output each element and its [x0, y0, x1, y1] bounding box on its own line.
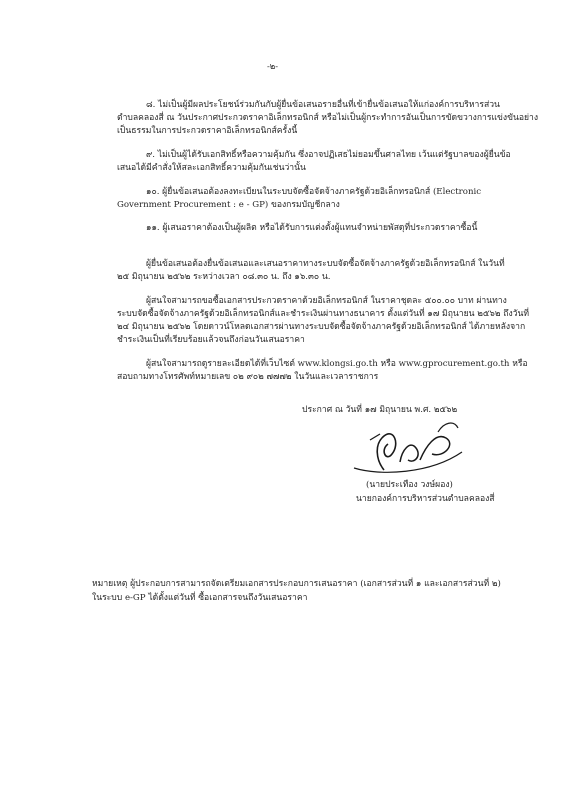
purchase-line-4: ชำระเงินเป็นที่เรียบร้อยแล้วจนถึงก่อนวันเสนอราคา — [117, 335, 305, 345]
signature — [340, 410, 470, 480]
announcement-date: ประกาศ ณ วันที่ ๑๗ มิถุนายน พ.ศ. ๒๕๖๒ — [302, 405, 458, 415]
purchase-line-3: ๒๔ มิถุนายน ๒๕๖๒ โดยดาวน์โหลดเอกสารผ่านทางระบบจัดซื้อจัดจ้างภาครัฐด้วยอิเล็กทรอนิกส์ ได้ภายหลังจาก — [117, 322, 526, 332]
condition-8-line-2: ตำบลคลองสี่ ณ วันประกาศประกวดราคาอิเล็กทรอนิกส์ หรือไม่เป็นผู้กระทำการอันเป็นการขัดขวางการแข่งขันอย่าง — [117, 113, 539, 123]
website-line-1: ผู้สนใจสามารถดูรายละเอียดได้ที่เว็บไซต์ www.klongsi.go.th หรือ www.gprocurement.go.th หรือ — [146, 359, 528, 369]
signature-scribble-icon — [340, 410, 470, 480]
condition-10-line-1: ๑๐. ผู้ยื่นข้อเสนอต้องลงทะเบียนในระบบจัดซื้อจัดจ้างภาครัฐด้วยอิเล็กทรอนิกส์ (Electronic — [146, 187, 482, 197]
purchase-line-2: ระบบจัดซื้อจัดจ้างภาครัฐด้วยอิเล็กทรอนิกส์และชำระเงินผ่านทางธนาคาร ตั้งแต่วันที่ ๑๗ มิถุนายน ๒๕๖๒ ถึงวันที่ — [117, 309, 530, 319]
signer-title: นายกองค์การบริหารส่วนตำบลคลองสี่ — [356, 494, 495, 504]
condition-8-line-3: เป็นธรรมในการประกวดราคาอิเล็กทรอนิกส์ครั้งนี้ — [117, 126, 298, 136]
condition-9-line-1: ๙. ไม่เป็นผู้ได้รับเอกสิทธิ์หรือความคุ้มกัน ซึ่งอาจปฏิเสธไม่ยอมขึ้นศาลไทย เว้นแต่รัฐบาลของผู้ยื่นข้อ — [146, 150, 511, 160]
signer-name: (นายประเทือง วงษ์ผอง) — [366, 480, 453, 490]
remark-line-2: ในระบบ e-GP ได้ตั้งแต่วันที่ ซื้อเอกสารจนถึงวันเสนอราคา — [92, 593, 308, 603]
condition-8-line-1: ๘. ไม่เป็นผู้มีผลประโยชน์ร่วมกันกับผู้ยื่นข้อเสนอรายอื่นที่เข้ายื่นข้อเสนอให้แก่องค์การบริหารส่วน — [146, 100, 500, 110]
page-number: -๒- — [266, 62, 279, 72]
purchase-line-1: ผู้สนใจสามารถขอซื้อเอกสารประกวดราคาด้วยอิเล็กทรอนิกส์ ในราคาชุดละ ๕๐๐.๐๐ บาท ผ่านทาง — [146, 296, 507, 306]
condition-9-line-2: เสนอได้มีคำสั่งให้สละเอกสิทธิ์ความคุ้มกันเช่นว่านั้น — [117, 163, 306, 173]
submission-line-1: ผู้ยื่นข้อเสนอต้องยื่นข้อเสนอและเสนอราคาทางระบบจัดซื้อจัดจ้างภาครัฐด้วยอิเล็กทรอนิกส์ ในวันที่ — [146, 259, 505, 269]
condition-11-line-1: ๑๑. ผู้เสนอราคาต้องเป็นผู้ผลิต หรือได้รับการแต่งตั้งผู้แทนจำหน่ายพัสดุที่ประกวดราคาซื้อนี้ — [146, 223, 478, 233]
submission-line-2: ๒๕ มิถุนายน ๒๕๖๒ ระหว่างเวลา ๐๘.๓๐ น. ถึง ๑๖.๓๐ น. — [117, 272, 331, 282]
remark-line-1: หมายเหตุ ผู้ประกอบการสามารถจัดเตรียมเอกสารประกอบการเสนอราคา (เอกสารส่วนที่ ๑ และเอกสารส่วนที่ ๒) — [92, 579, 501, 589]
website-line-2: สอบถามทางโทรศัพท์หมายเลข ๐๒ ๙๐๒ ๗๗๗๒ ในวันและเวลาราชการ — [117, 372, 379, 382]
condition-10-line-2: Government Procurement : e - GP) ของกรมบัญชีกลาง — [117, 200, 340, 210]
